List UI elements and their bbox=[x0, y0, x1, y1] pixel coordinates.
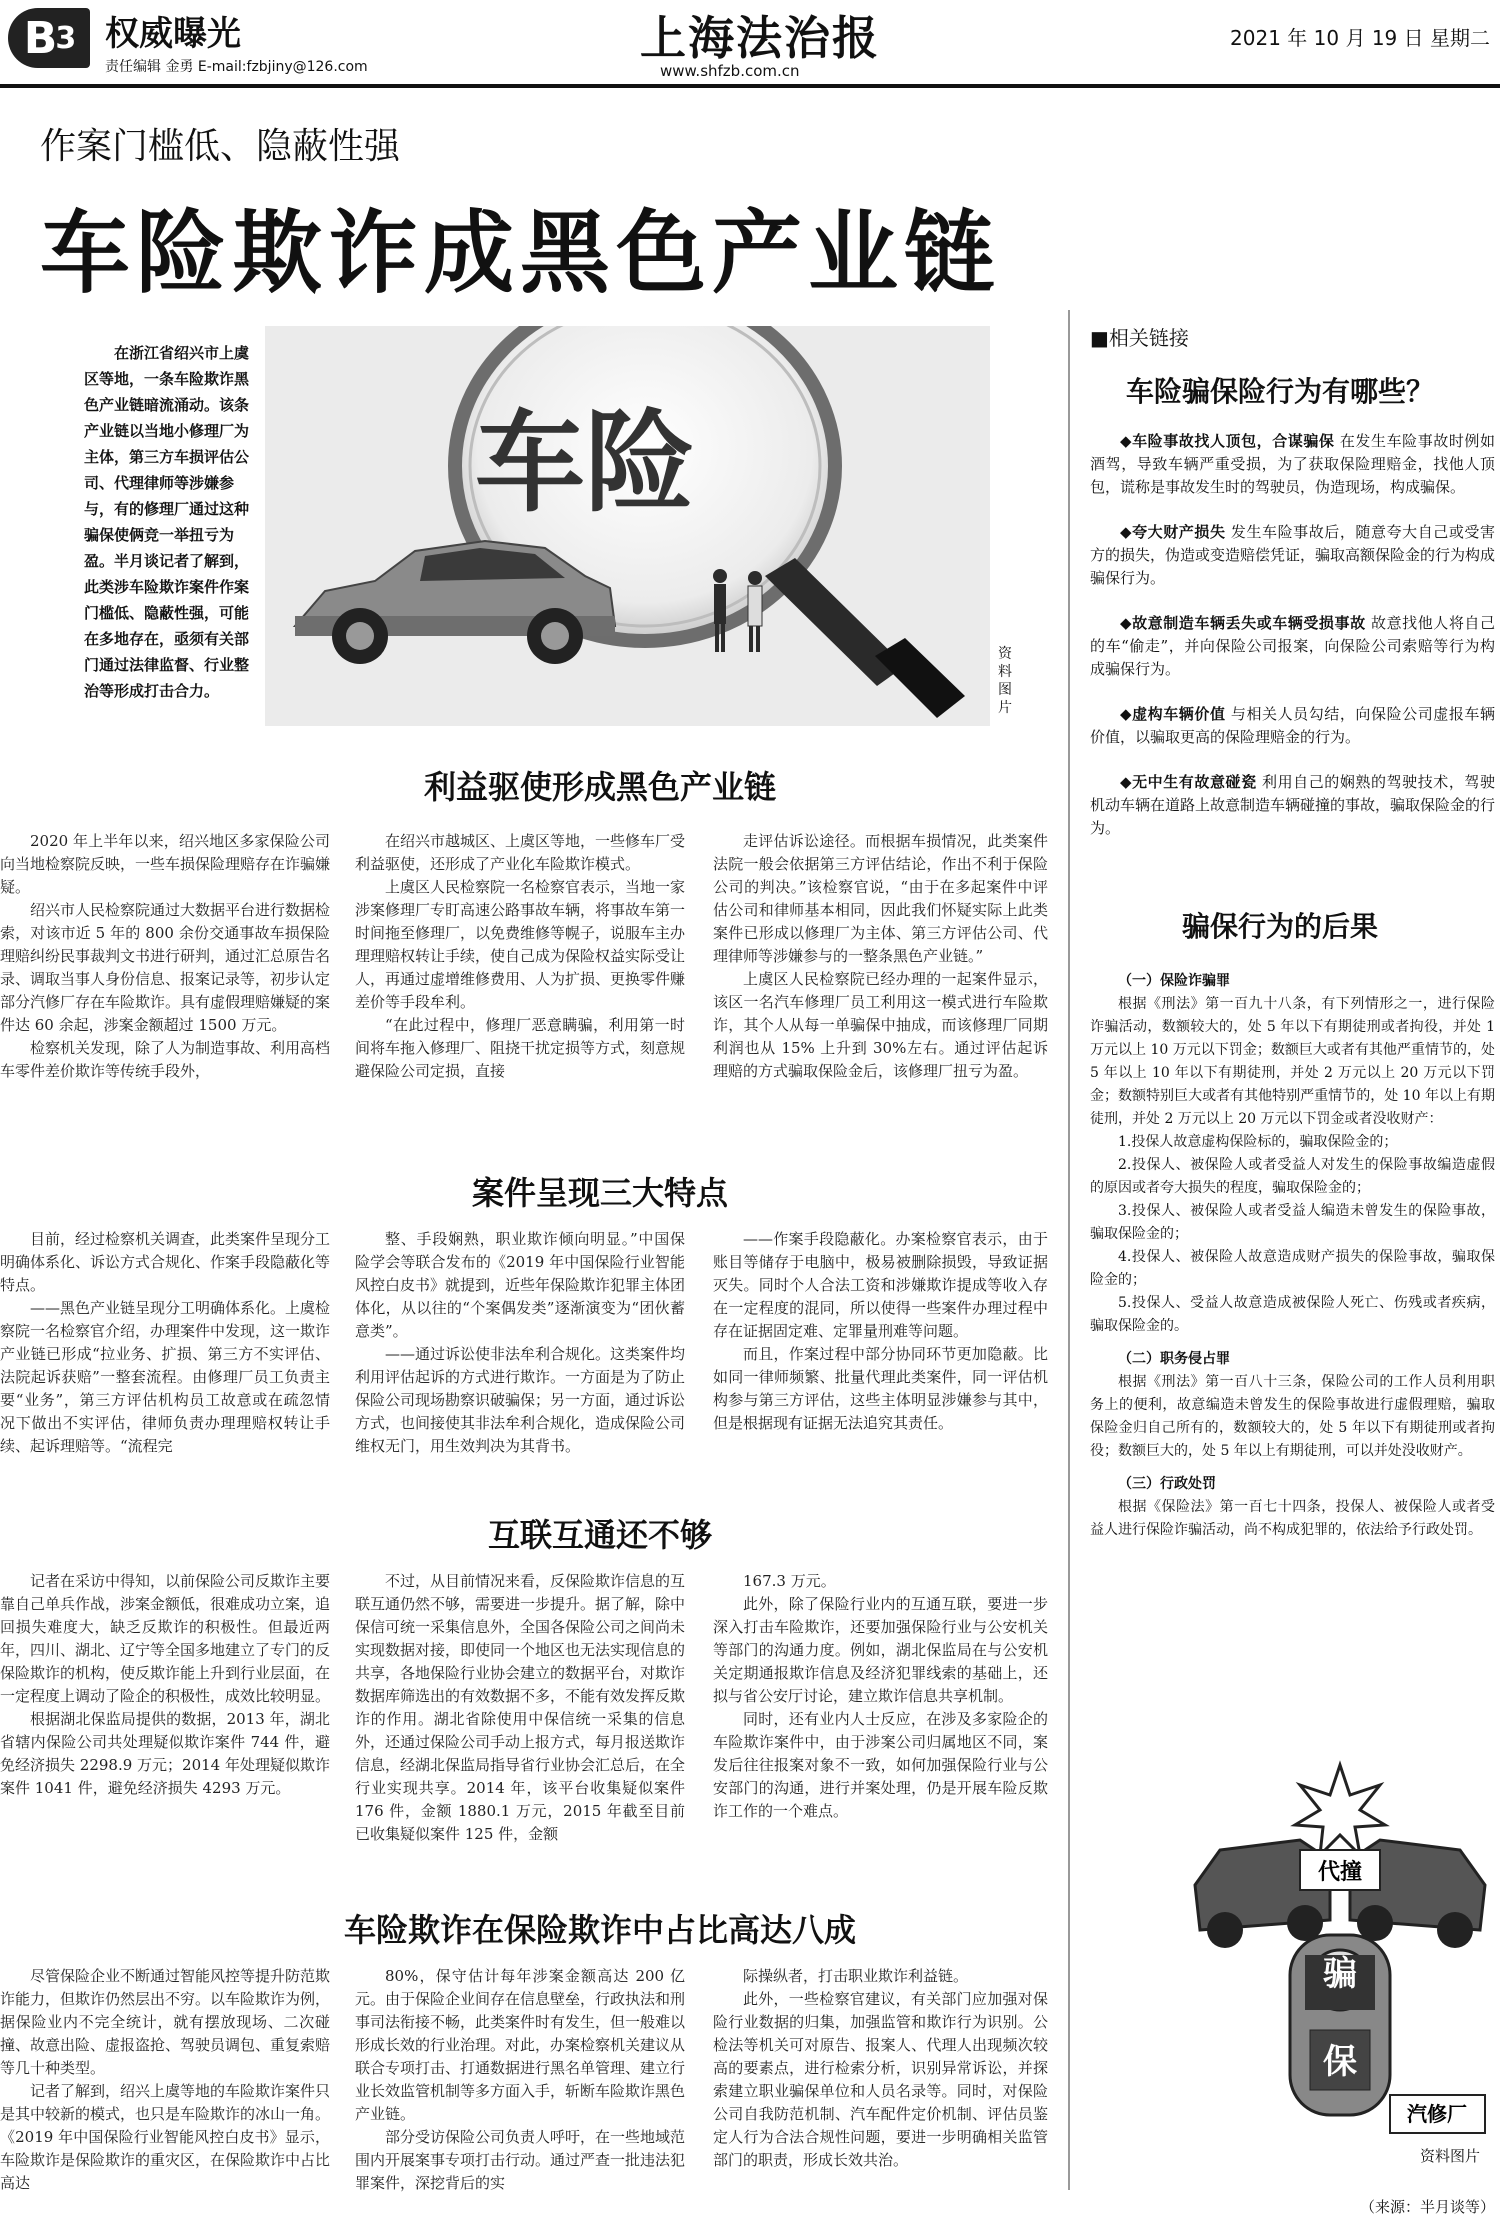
s2-col1 bbox=[0, 1228, 330, 1458]
paragraph: “在此过程中，修理厂恶意瞒骗，利用第一时间将车拖入修理厂、阻挠干扰定损等方式，刻意规避保险公司定损，直接 bbox=[355, 1016, 686, 1080]
s4-col3 bbox=[713, 1965, 1048, 2172]
s3-col3 bbox=[713, 1570, 1048, 1823]
paragraph: 不过，从目前情况来看，反保险欺诈信息的互联互通仍然不够，需要进一步提升。据了解，除中保信可统一采集信息外，全国各保险公司之间尚未实现数据对接，即使同一个地区也无法实现信息的共享，各地保险行业协会建立的数据平台，对欺诈数据库筛选出的有效数据不多，不能有效发挥反欺诈的作用。湖北省除使用中保信统一采集的信息外，还通过保险公司手动上报方式，每月报送欺诈信息，经湖北保监局指导省行业协会汇总后，在全行业实现共享。2014 年，该平台收集疑似案件 176 件，金额 1880.1 万元，2015 年截至目前已收集疑似案件 125 件，金额 bbox=[355, 1572, 686, 1843]
section-heading-2: 案件呈现三大特点 bbox=[471, 1174, 728, 1212]
masthead-logo: 上海法治报 bbox=[640, 11, 880, 65]
sidebar-item: ◆夸大财产损失 发生车险事故后，随意夸大自己或受害方的损失，伪造或变造赔偿凭证，骗取高额保险金的行为构成骗保行为。 bbox=[1090, 523, 1496, 587]
law1-item: 3.投保人、被保险人或者受益人编造未曾发生的保险事故，骗取保险金的； bbox=[1090, 1203, 1495, 1242]
cartoon-label-d: 汽修厂 bbox=[1407, 2102, 1467, 2126]
editor-line: 责任编辑 金勇 E-mail:fzbjiny@126.com bbox=[105, 59, 368, 75]
sidebar-item: ◆虚构车辆价值 与相关人员勾结，向保险公司虚报车辆价值，以骗取更高的保险理赔金的行为。 bbox=[1090, 705, 1495, 746]
law1-item: 4.投保人、被保险人故意造成财产损失的保险事故，骗取保险金的； bbox=[1090, 1249, 1495, 1288]
law3-body: 根据《保险法》第一百七十四条，投保人、被保险人或者受益人进行保险诈骗活动，尚不构成犯罪的，依法给予行政处罚。 bbox=[1090, 1499, 1495, 1538]
s1-col1 bbox=[0, 830, 330, 1083]
website-url[interactable]: www.shfzb.com.cn bbox=[660, 62, 800, 80]
section-heading-1: 利益驱使形成黑色产业链 bbox=[423, 768, 776, 806]
paragraph: ——通过诉讼使非法牟利合规化。这类案件均利用评估起诉的方式进行欺诈。一方面是为了防止保险公司现场勘察识破骗保；另一方面，通过诉讼方式，也间接使其非法牟利合规化，造成保险公司维权无门，用生效判决为其背书。 bbox=[355, 1345, 686, 1455]
paragraph: 记者了解到，绍兴上虞等地的车险欺诈案件只是其中较新的模式，也只是车险欺诈的冰山一角。《2019 年中国保险行业智能风控白皮书》显示，车险欺诈是保险欺诈的重灾区，在保险欺诈中占比高达 bbox=[0, 2082, 331, 2192]
law1-item: 1.投保人故意虚构保险标的，骗取保险金的； bbox=[1118, 1134, 1398, 1150]
s3-col1 bbox=[0, 1570, 330, 1800]
cartoon-illustration bbox=[1190, 1755, 1490, 2160]
paragraph: 检察机关发现，除了人为制造事故、利用高档车零件差价欺诈等传统手段外， bbox=[0, 1039, 331, 1080]
paragraph: ——黑色产业链呈现分工明确体系化。上虞检察院一名检察官介绍，办理案件中发现，这一欺诈产业链已形成“拉业务、扩损、第三方不实评估、法院起诉获赔”一整套流程。由修理厂员工负责主要“业务”，第三方评估机构员工故意或在疏忽情况下做出不实评估，律师负责办理理赔权转让手续、起诉理赔等。“流程完 bbox=[0, 1299, 331, 1455]
cartoon-caption: 资料图片 bbox=[1420, 2147, 1481, 2165]
header-rule bbox=[0, 84, 1500, 88]
paragraph: 此外，一些检察官建议，有关部门应加强对保险行业数据的归集，加强监管和欺诈行为识别。公检法等机关可对原告、报案人、代理人出现频次较高的要素点，进行检索分析，识别异常诉讼，并探索建立职业骗保单位和人员名录等。同时，对保险公司自我防范机制、汽车配件定价机制、评估员鉴定人行为合法合规性问题，要进一步明确相关监管部门的职责，形成长效共治。 bbox=[713, 1990, 1048, 2169]
paragraph: 记者在采访中得知，以前保险公司反欺诈主要靠自己单兵作战，涉案金额低，很难成功立案，追回损失难度大，缺乏反欺诈的积极性。但最近两年，四川、湖北、辽宁等全国多地建立了专门的反保险欺诈的机构，使反欺诈能上升到行业层面，在一定程度上调动了险企的积极性，成效比较明显。 bbox=[0, 1572, 331, 1705]
paragraph: 在绍兴市越城区、上虞区等地，一些修车厂受利益驱使，还形成了产业化车险欺诈模式。 bbox=[355, 832, 686, 873]
magnifier-car-illustration bbox=[265, 326, 990, 726]
paragraph: 根据湖北保监局提供的数据，2013 年，湖北省辖内保险公司共处理疑似欺诈案件 744 件，避免经济损失 2298.9 万元；2014 年处理疑似欺诈案件 1041 件，避免经济损失 4293 万元。 bbox=[0, 1710, 330, 1797]
cartoon-label-c: 保 bbox=[1323, 2042, 1357, 2082]
sidebar-items bbox=[1090, 430, 1495, 862]
article-headline: 车险欺诈成黑色产业链 bbox=[40, 201, 1000, 306]
sidebar-item: ◆车险事故找人顶包，合谋骗保 在发生车险事故时例如酒驾，导致车辆严重受损，为了获取保险理赔金，找他人顶包，谎称是事故发生时的驾驶员，伪造现场，构成骗保。 bbox=[1090, 432, 1495, 496]
page-badge: B 3 bbox=[8, 8, 90, 68]
paragraph: 走评估诉讼途径。而根据车损情况，此类案件法院一般会依据第三方评估结论，作出不利于保险公司的判决。”该检察官说，“由于在多起案件中评估公司和律师基本相同，因此我们怀疑实际上此类案件已形成以修理厂为主体、第三方评估公司、代理律师等涉嫌参与的一整条黑色产业链。” bbox=[713, 832, 1048, 965]
sidebar-item: ◆故意制造车辆丢失或车辆受损事故 故意找他人将自己的车“偷走”，并向保险公司报案，向保险公司索赔等行为构成骗保行为。 bbox=[1090, 614, 1495, 678]
article-kicker: 作案门槛低、隐蔽性强 bbox=[40, 126, 401, 167]
photo-text: 车险 bbox=[475, 399, 695, 527]
paragraph: 尽管保险企业不断通过智能风控等提升防范欺诈能力，但欺诈仍然层出不穷。以车险欺诈为例，据保险业内不完全统计，就有摆放现场、二次碰撞、故意出险、虚报盗抢、驾驶员调包、重复索赔等几十种类型。 bbox=[0, 1967, 331, 2077]
s1-col3 bbox=[713, 830, 1048, 1083]
s1-col2 bbox=[355, 830, 685, 1083]
law-section bbox=[1090, 960, 1495, 1542]
s4-col1 bbox=[0, 1965, 330, 2195]
paragraph: 整、手段娴熟，职业欺诈倾向明显。”中国保险学会等联合发布的《2019 年中国保险行业智能风控白皮书》就提到，近些年保险欺诈犯罪主体团体化，从以往的“个案偶发类”逐渐演变为“团伙蓄意类”。 bbox=[355, 1230, 686, 1340]
photo-caption: 资料图片 bbox=[998, 646, 1012, 716]
article-lead: 在浙江省绍兴市上虞区等地，一条车险欺诈黑色产业链暗流涌动。该条产业链以当地小修理厂为主体，第三方车损评估公司、代理律师等涉嫌参与，有的修理厂通过这种骗保使俩竞一举扭亏为盈。半月谈记者了解到，此类涉车险欺诈案件作案门槛低、隐蔽性强，可能在多地存在，亟须有关部门通过法律监督、行业整治等形成打击合力。 bbox=[84, 344, 250, 700]
paragraph: 同时，还有业内人士反应，在涉及多家险企的车险欺诈案件中，由于涉案公司归属地区不同，案发后往往报案对象不一致，如何加强保险行业与公安部门的沟通，进行并案处理，仍是开展车险反欺诈工作的一个难点。 bbox=[713, 1710, 1048, 1820]
cartoon-label-b: 骗 bbox=[1323, 1954, 1357, 1994]
source-credit: （来源：半月谈等） bbox=[1360, 2198, 1496, 2216]
sidebar-divider bbox=[1068, 310, 1070, 2190]
page-header bbox=[0, 0, 1500, 88]
sidebar-item: ◆无中生有故意碰瓷 利用自己的娴熟的驾驶技术，驾驶机动车辆在道路上故意制造车辆碰撞的事故，骗取保险金的行为。 bbox=[1090, 773, 1496, 837]
paragraph: 80%，保守估计每年涉案金额高达 200 亿元。由于保险企业间存在信息壁垒，行政执法和刑事司法衔接不畅，此类案件时有发生，但一般难以形成长效的行业治理。对此，办案检察机关建议从联合专项打击、打通数据进行黑名单管理、建立行业长效监管机制等多方面入手，斩断车险欺诈黑色产业链。 bbox=[355, 1967, 686, 2123]
paragraph: 此外，除了保险行业内的互通互联，要进一步深入打击车险欺诈，还要加强保险行业与公安机关等部门的沟通力度。例如，湖北保监局在与公安机关定期通报欺诈信息及经济犯罪线索的基础上，还拟与省公安厅讨论，建立欺诈信息共享机制。 bbox=[713, 1595, 1048, 1705]
paragraph: 部分受访保险公司负责人呼吁，在一些地域范围内开展案事专项打击行动。通过严查一批违法犯罪案件，深挖背后的实 bbox=[355, 2128, 686, 2192]
paragraph: 目前，经过检察机关调查，此类案件呈现分工明确体系化、诉讼方式合规化、作案手段隐蔽化等特点。 bbox=[0, 1230, 331, 1294]
section-title: 权威曝光 bbox=[105, 14, 241, 54]
related-links-tag: ■相关链接 bbox=[1090, 326, 1189, 350]
s2-col3 bbox=[713, 1228, 1048, 1435]
cartoon-label-a: 代撞 bbox=[1317, 1860, 1363, 1885]
paragraph: ——作案手段隐蔽化。办案检察官表示，由于账目等储存于电脑中，极易被删除损毁，导致证据灭失。同时个人合法工资和涉嫌欺诈提成等收入存在一定程度的混同，所以使得一些案件办理过程中存在证据固定难、定罪量刑难等问题。 bbox=[713, 1230, 1048, 1340]
section-heading-3: 互联互通还不够 bbox=[487, 1516, 712, 1554]
sidebar-title-2: 骗保行为的后果 bbox=[1181, 910, 1378, 943]
law3-title: （三）行政处罚 bbox=[1118, 1476, 1216, 1492]
paragraph: 而且，作案过程中部分协同环节更加隐蔽。比如同一律师频繁、批量代理此类案件，同一评估机构参与第三方评估，这些主体明显涉嫌参与其中，但是根据现有证据无法追究其责任。 bbox=[713, 1345, 1048, 1432]
paragraph: 上虞区人民检察院一名检察官表示，当地一家涉案修理厂专盯高速公路事故车辆，将事故车第一时间拖至修理厂，以免费维修等幌子，说服车主办理理赔权转让手续，使自己成为保险权益实际受让人，再通过虚增维修费用、人为扩损、更换零件赚差价等手段牟利。 bbox=[355, 878, 686, 1011]
paragraph: 际操纵者，打击职业欺诈利益链。 bbox=[743, 1967, 969, 1985]
law2-title: （二）职务侵占罪 bbox=[1118, 1351, 1230, 1367]
paragraph: 上虞区人民检察院已经办理的一起案件显示，该区一名汽车修理厂员工利用这一模式进行车险欺诈，其个人从每一单骗保中抽成，而该修理厂同期利润也从 15% 上升到 30%左右。通过评估起诉理赔的方式骗取保险金后，该修理厂扭亏为盈。 bbox=[713, 970, 1048, 1080]
s2-col2 bbox=[355, 1228, 685, 1458]
law1-title: （一）保险诈骗罪 bbox=[1118, 973, 1230, 989]
section-heading-4: 车险欺诈在保险欺诈中占比高达八成 bbox=[343, 1911, 856, 1949]
sidebar-title-1: 车险骗保险行为有哪些？ bbox=[1125, 375, 1434, 408]
paragraph: 167.3 万元。 bbox=[743, 1572, 836, 1590]
paragraph: 绍兴市人民检察院通过大数据平台进行数据检索，对该市近 5 年的 800 余份交通事故车损保险理赔纠纷民事裁判文书进行研判，通过汇总原告名录、调取当事人身份信息、报案记录等，初步认定部分汽修厂存在车险欺诈。具有虚假理赔嫌疑的案件达 60 余起，涉案金额超过 1500 万元。 bbox=[0, 901, 331, 1034]
paragraph: 2020 年上半年以来，绍兴地区多家保险公司向当地检察院反映，一些车损保险理赔存在诈骗嫌疑。 bbox=[0, 832, 331, 896]
law2-body: 根据《刑法》第一百八十三条，保险公司的工作人员利用职务上的便利，故意编造未曾发生的保险事故进行虚假理赔，骗取保险金归自己所有的，数额较大的，处 5 年以下有期徒刑或者拘役；数额巨大的，处 5 年以上有期徒刑，可以并处没收财产。 bbox=[1090, 1374, 1495, 1459]
issue-date: 2021 年 10 月 19 日 星期二 bbox=[1230, 26, 1490, 50]
law1-body: 根据《刑法》第一百九十八条，有下列情形之一，进行保险诈骗活动，数额较大的，处 5 年以下有期徒刑或者拘役，并处 1 万元以上 10 万元以下罚金；数额巨大或者有其他严重情节的，处 5 年以上 10 年以下有期徒刑，并处 2 万元以上 20 万元以下罚金；数额特别巨大或者有其他特别严重情节的，处 10 年以上有期徒刑，并处 2 万元以上 20 万元以下罚金或者没收财产： bbox=[1090, 996, 1495, 1127]
article-photo bbox=[265, 326, 990, 726]
law1-item: 2.投保人、被保险人或者受益人对发生的保险事故编造虚假的原因或者夸大损失的程度，骗取保险金的； bbox=[1090, 1157, 1495, 1196]
s3-col2 bbox=[355, 1570, 685, 1846]
law1-item: 5.投保人、受益人故意造成被保险人死亡、伤残或者疾病，骗取保险金的。 bbox=[1090, 1295, 1495, 1334]
s4-col2 bbox=[355, 1965, 685, 2195]
